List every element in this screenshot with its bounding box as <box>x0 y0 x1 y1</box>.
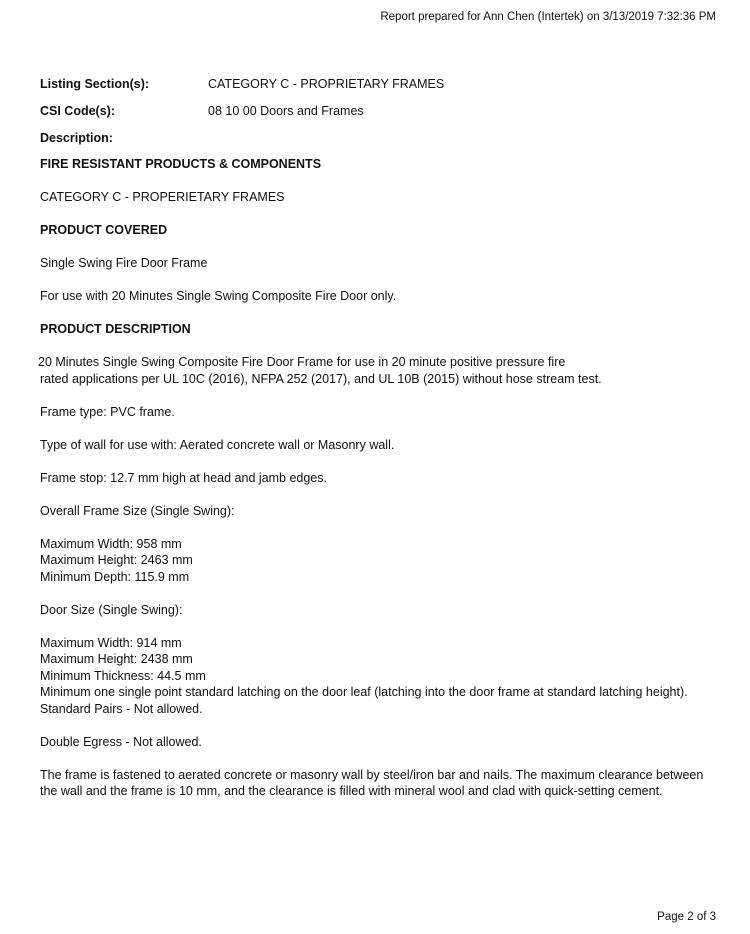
use-with-value: 20 Minutes Single Swing Composite Fire Door only. <box>111 289 397 303</box>
listing-content <box>40 77 712 800</box>
fastening-text: The frame is fastened to aerated concrete or masonry wall by steel/iron bar and nails. The maximum clearance between the wall and the frame is 10 mm, and the clearance is filled with mineral wool and clad with quick-setting cement. <box>40 767 704 798</box>
frame-min-depth: Minimum Depth: 115.9 mm <box>40 569 190 584</box>
wall-type-text: Type of wall for use with: Aerated concrete wall or Masonry wall. <box>40 437 395 452</box>
description-line-2: rated applications per UL 10C (2016), NFPA 252 (2017), and UL 10B (2015) without hose stream test. <box>40 371 602 386</box>
door-max-height: Maximum Height: 2438 mm <box>40 652 193 666</box>
use-with-prefix: For use with <box>40 289 109 303</box>
heading-product-covered: PRODUCT COVERED <box>40 223 168 237</box>
latching-text: Minimum one single point standard latching on the door leaf (latching into the door frame at standard latching height). <box>40 685 688 699</box>
door-max-width: Maximum Width: 914 mm <box>40 635 182 650</box>
csi-code-value: 08 10 00 Doors and Frames <box>208 104 364 118</box>
page-number: Page 2 of 3 <box>657 911 716 923</box>
listing-section-label: Listing Section(s): <box>40 77 150 91</box>
category-text: CATEGORY C - PROPERIETARY FRAMES <box>40 190 285 204</box>
product-covered-text: Single Swing Fire Door Frame <box>40 256 208 270</box>
heading-product-description: PRODUCT DESCRIPTION <box>40 322 191 336</box>
csi-code-row <box>40 104 712 131</box>
standard-pairs-text: Standard Pairs - Not allowed. <box>40 701 203 716</box>
use-with-line <box>40 288 712 305</box>
description-line-1: 20 Minutes Single Swing Composite Fire Door Frame for use in 20 minute positive pressure fire <box>38 355 566 369</box>
double-egress-text: Double Egress - Not allowed. <box>40 734 202 749</box>
frame-stop-text: Frame stop: 12.7 mm high at head and jamb edges. <box>40 470 327 485</box>
frame-max-height: Maximum Height: 2463 mm <box>40 553 193 567</box>
description-label: Description: <box>40 131 113 145</box>
frame-type-text: Frame type: PVC frame. <box>40 404 175 419</box>
door-min-thickness: Minimum Thickness: 44.5 mm <box>40 668 206 683</box>
heading-fire-resistant: FIRE RESISTANT PRODUCTS & COMPONENTS <box>40 157 322 171</box>
frame-max-width: Maximum Width: 958 mm <box>40 536 182 551</box>
report-header: Report prepared for Ann Chen (Intertek) on 3/13/2019 7:32:36 PM <box>380 11 716 23</box>
listing-section-row <box>40 77 712 104</box>
door-size-heading: Door Size (Single Swing): <box>40 602 183 617</box>
csi-code-label: CSI Code(s): <box>40 104 115 118</box>
listing-section-value: CATEGORY C - PROPRIETARY FRAMES <box>208 77 445 91</box>
overall-frame-size-heading: Overall Frame Size (Single Swing): <box>40 503 235 518</box>
